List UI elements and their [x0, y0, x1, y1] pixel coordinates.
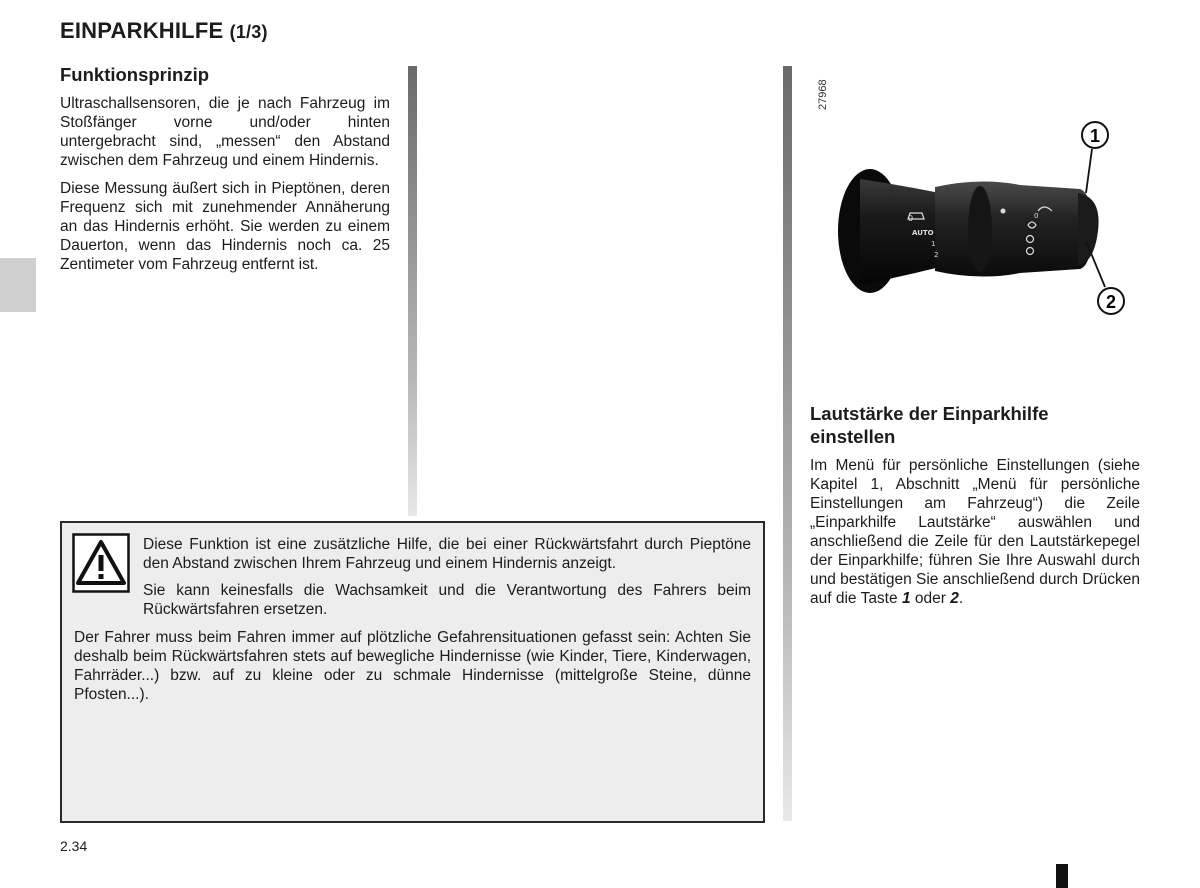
volume-setting-period: . [958, 590, 964, 607]
column-divider-right [783, 66, 792, 821]
photo-reference-number [812, 72, 832, 112]
volume-setting-text: Im Menü für persönliche Einstellungen (siehe Kapitel 1, Abschnitt „Menü für persönliche Einstellungen am Fahrzeug“) die Zeile „Einparkhilfe Lautstärke“ auswählen und anschließend die Zeile für den Lautstärkepegel der Einparkhilfe; führen Sie Ihre Auswahl durch und bestätigen Sie anschließend durch Drücken auf die Taste [810, 457, 1141, 607]
wiper-lever-illustration [830, 115, 1140, 325]
photo-reference-text: 27968 [817, 79, 829, 110]
warning-box [60, 521, 765, 823]
callout-line-2 [1086, 241, 1105, 287]
paragraph-beeps: Diese Messung äußert sich in Pieptönen, deren Frequenz sich mit zunehmender Annäherung an das Hindernis erhöht. Sie werden zu einem Dauerton, wenn das Hindernis noch ca. 25 Zentimeter vom Fahrzeug entfernt ist. [60, 180, 390, 273]
column-divider-left [408, 66, 417, 516]
section-heading-volume-line2: einstellen [810, 426, 896, 447]
key-reference-1: 1 [901, 590, 911, 607]
callout-line-1 [1086, 149, 1092, 193]
paragraph-sensors: Ultraschallsensoren, die je nach Fahrzeug im Stoßfänger vorne und/oder hinten untergebracht sind, „messen“ den Abstand zwischen dem Fahrzeug und einem Hindernis. [60, 95, 390, 169]
lever-tip [1078, 193, 1099, 265]
chapter-tab-marker [0, 258, 36, 312]
volume-setting-conjunction: oder [914, 590, 946, 607]
paragraph-volume-setting [810, 456, 1140, 608]
warning-paragraph-responsibility: Sie kann keinesfalls die Wachsamkeit und die Verantwortung des Fahrers beim Rückwärtsfahren ersetzen. [143, 582, 751, 618]
page-title-suffix: (1/3) [229, 22, 268, 42]
lever-ring-marking-0: 0 [1034, 212, 1039, 220]
callout-label-1: 1 [1089, 126, 1101, 146]
lever-marking-2: 2 [934, 251, 939, 259]
section-heading-volume-line1: Lautstärke der Einparkhilfe [810, 403, 1049, 424]
lever-marking-1: 1 [931, 240, 936, 248]
warning-triangle-icon [72, 533, 130, 593]
lever-body [935, 181, 1092, 276]
page-edge-mark [1056, 864, 1068, 888]
lever-marking-0: 0 [908, 214, 914, 223]
warning-paragraph-assist: Diese Funktion ist eine zusätzliche Hilfe, die bei einer Rückwärtsfahrt durch Pieptöne den Abstand zwischen Ihrem Fahrzeug und einem Hindernis anzeigt. [143, 536, 751, 572]
page-number: 2.34 [60, 838, 88, 854]
section-heading-volume [810, 402, 1140, 448]
key-reference-2: 2 [950, 590, 959, 607]
lever-indicator-dot [1001, 209, 1006, 214]
lever-ring [968, 186, 992, 272]
lever-marking-auto: AUTO [912, 229, 934, 237]
page-title-text: EINPARKHILFE [60, 18, 224, 43]
page-title [60, 18, 268, 44]
section-heading-funktionsprinzip: Funktionsprinzip [60, 64, 210, 85]
warning-paragraph-driver: Der Fahrer muss beim Fahren immer auf plötzliche Gefahrensituationen gefasst sein: Achten Sie deshalb beim Rückwärtsfahren stets auf bewegliche Hindernisse (wie Kinder, Tiere, Kinderwagen, Fahrräder...) bzw. auf zu kleine oder zu schmale Hindernisse (mittelgroße Steine, dünne Pfosten...). [74, 629, 751, 703]
callout-label-2: 2 [1105, 292, 1117, 312]
